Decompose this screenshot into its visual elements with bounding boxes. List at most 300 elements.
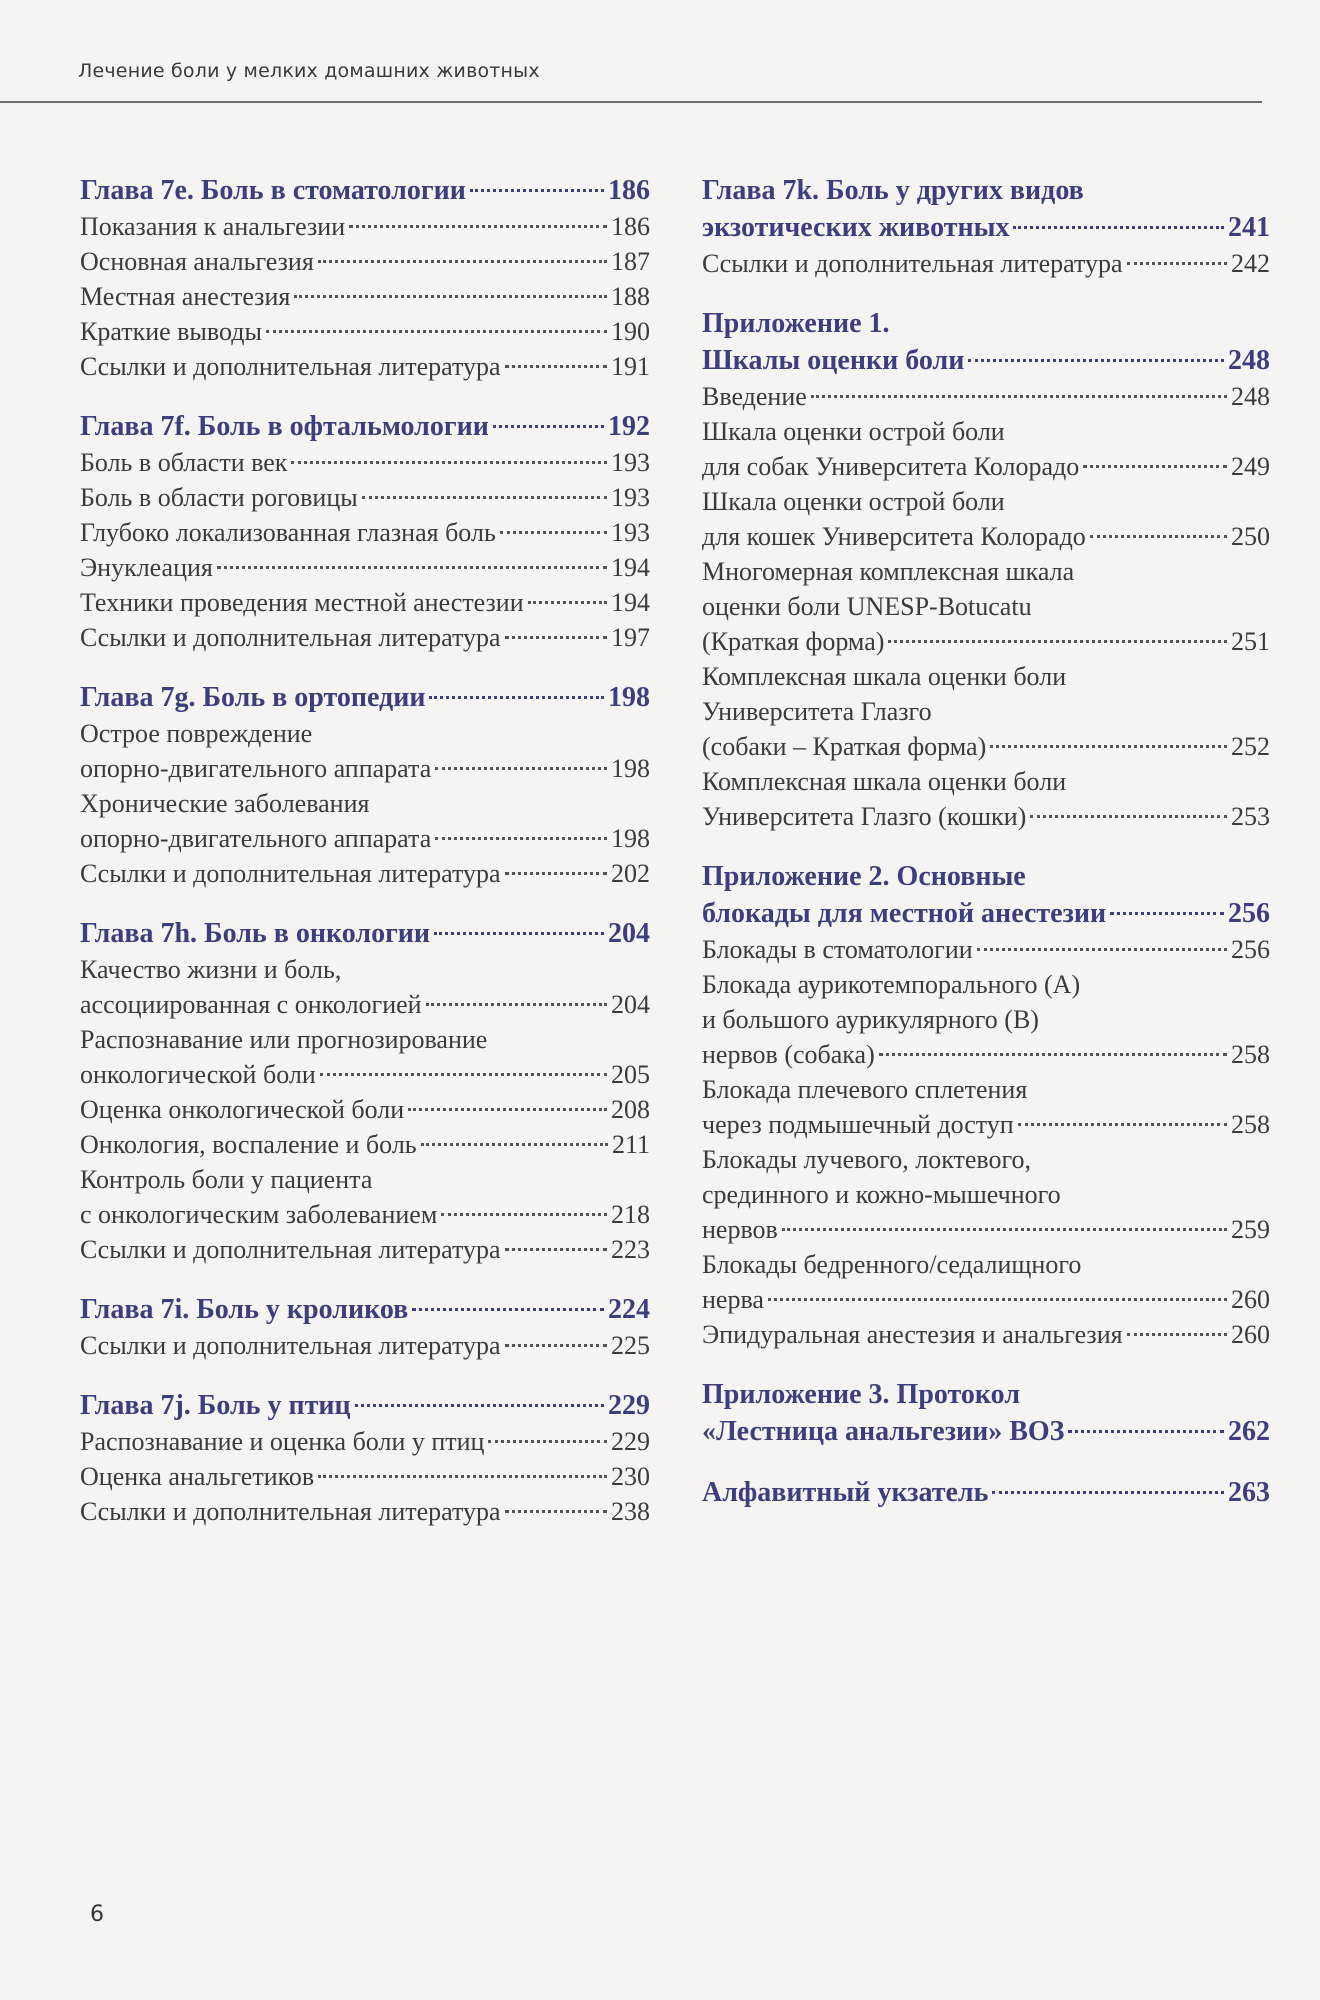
toc-entry-text: Острое повреждение [80,719,313,748]
toc-page-number: 223 [611,1235,650,1264]
toc-section [702,1376,1270,1450]
leader-dots [1018,1123,1227,1126]
toc-entry-line [80,1022,650,1057]
toc-entry [702,1072,1270,1142]
page-number: 6 [90,1902,104,1927]
toc-heading-text: Шкалы оценки боли [702,345,965,376]
toc-entry-line [80,314,650,349]
toc-entry-text: Распознавание и оценка боли у птиц [80,1427,485,1456]
toc-entry [702,1247,1270,1317]
leader-dots [528,601,607,604]
toc-section-heading [80,915,650,952]
toc-entry-line [702,1317,1270,1352]
toc-entry-text: срединного и кожно-мышечного [702,1180,1061,1209]
toc-entry-text: Контроль боли у пациента [80,1165,373,1194]
toc-entry-text: Блокада аурикотемпорального (A) [702,970,1081,999]
toc-page-number: 229 [611,1427,650,1456]
toc-entry-line [80,550,650,585]
toc-entry-line [702,1107,1270,1142]
toc-page-number: 262 [1228,1416,1270,1447]
toc-entry [80,349,650,384]
toc-entry-line [80,786,650,821]
header-rule [0,101,1262,103]
toc-entry-text: (собаки – Краткая форма) [702,732,987,761]
toc-page-number: 192 [608,411,650,442]
toc-entry [702,1317,1270,1352]
toc-entry-line [80,1197,650,1232]
toc-page-number: 242 [1231,249,1270,278]
toc-heading-line [80,408,650,445]
toc-section-heading [702,172,1270,246]
toc-entry-line [80,515,650,550]
leader-dots [1083,465,1227,468]
leader-dots [505,872,607,875]
toc-entry-line [80,856,650,891]
toc-section [80,1291,650,1363]
toc-section [80,172,650,384]
toc-page-number: 194 [611,553,650,582]
toc-entry-text: Показания к анальгезии [80,212,346,241]
toc-page-number: 191 [611,352,650,381]
toc-entry [80,244,650,279]
toc-heading-line [80,915,650,952]
toc-heading-line [80,172,650,209]
toc-entry [80,314,650,349]
toc-section [702,858,1270,1352]
toc-entry-line [80,1328,650,1363]
leader-dots [1110,912,1224,915]
leader-dots [426,1003,607,1006]
leader-dots [434,932,604,935]
leader-dots [435,767,607,770]
toc-entry-text: Ссылки и дополнительная литература [80,1331,501,1360]
toc-entry-text: с онкологическим заболеванием [80,1200,438,1229]
toc-section-heading [702,1474,1270,1511]
leader-dots [1127,262,1227,265]
toc-entry [80,1162,650,1232]
toc-section-heading [702,858,1270,932]
toc-heading-line [702,342,1270,379]
toc-page-number: 251 [1231,627,1270,656]
toc-right-column [702,172,1270,1535]
leader-dots [217,566,607,569]
leader-dots [429,696,604,699]
toc-entry-text: Энуклеация [80,553,213,582]
toc-entry-text: нервов (собака) [702,1040,875,1069]
toc-section [702,305,1270,834]
toc-page-number: 250 [1231,522,1270,551]
leader-dots [470,189,604,192]
toc-page-number: 256 [1231,935,1270,964]
toc-entry-line [80,952,650,987]
toc-entry-text: Многомерная комплексная шкала [702,557,1075,586]
toc-entry [80,279,650,314]
toc-section [702,1474,1270,1511]
toc-page-number: 198 [611,824,650,853]
toc-page-number: 260 [1231,1320,1270,1349]
toc-section-heading [80,679,650,716]
toc-page-number: 205 [611,1060,650,1089]
toc-entry [80,515,650,550]
toc-page-number: 187 [611,247,650,276]
toc-entry-line [80,751,650,786]
toc-page-number: 204 [611,990,650,1019]
toc-entry-line [80,349,650,384]
toc-entry-line [80,445,650,480]
toc-entry-line [702,659,1270,694]
toc-section [80,1387,650,1529]
leader-dots [318,1475,607,1478]
toc-entry [80,585,650,620]
leader-dots [320,1073,607,1076]
toc-page-number: 193 [611,518,650,547]
toc-page-number: 202 [611,859,650,888]
toc-entry-text: Местная анестезия [80,282,291,311]
toc-entry [80,480,650,515]
toc-entry-text: Блокады лучевого, локтевого, [702,1145,1032,1174]
toc-entry-line [80,1494,650,1529]
toc-page-number: 256 [1228,898,1270,929]
toc-page-number: 253 [1231,802,1270,831]
leader-dots [811,395,1227,398]
toc-section-heading [80,172,650,209]
toc-section-heading [702,1376,1270,1450]
toc-entry-line [80,244,650,279]
leader-dots [488,1440,607,1443]
toc-entry-text: ассоциированная с онкологией [80,990,422,1019]
toc-entry-line [80,1162,650,1197]
toc-entry-text: Ссылки и дополнительная литература [80,623,501,652]
leader-dots [266,330,607,333]
toc-entry-text: Эпидуральная анестезия и анальгезия [702,1320,1123,1349]
toc-entry [702,659,1270,764]
leader-dots [505,1248,607,1251]
toc-heading-text: Приложение 2. Основные [702,861,1026,892]
toc-entry-line [702,519,1270,554]
toc-entry-line [80,1057,650,1092]
toc-entry [80,856,650,891]
toc-entry-line [80,585,650,620]
toc-page-number: 248 [1231,382,1270,411]
toc-entry [702,484,1270,554]
toc-page-number: 258 [1231,1040,1270,1069]
toc-entry-line [702,1177,1270,1212]
toc-entry-text: Комплексная шкала оценки боли [702,662,1067,691]
toc-entry-text: Ссылки и дополнительная литература [80,1235,501,1264]
toc-page-number: 208 [611,1095,650,1124]
toc-entry [702,379,1270,414]
toc-entry-line [702,694,1270,729]
toc-entry-text: Качество жизни и боль, [80,955,342,984]
toc-page-number: 238 [611,1497,650,1526]
toc-entry [80,550,650,585]
toc-page-number: 252 [1231,732,1270,761]
toc-heading-text: Глава 7i. Боль у кроликов [80,1294,409,1325]
toc-page-number: 225 [611,1331,650,1360]
toc-section-heading [80,1387,650,1424]
toc-page-number: 248 [1228,345,1270,376]
toc-heading-line [702,209,1270,246]
toc-entry-line [80,480,650,515]
toc-entry-text: Шкала оценки острой боли [702,487,1005,516]
toc-section-heading [80,1291,650,1328]
toc-heading-text: Глава 7h. Боль в онкологии [80,918,431,949]
toc-heading-text: Приложение 3. Протокол [702,1379,1021,1410]
toc-entry-line [702,1002,1270,1037]
toc-entry [80,1232,650,1267]
toc-entry-line [80,1127,650,1162]
toc-page-number: 218 [611,1200,650,1229]
running-head: Лечение боли у мелких домашних животных [78,60,540,82]
leader-dots [782,1228,1227,1231]
toc-entry-text: Комплексная шкала оценки боли [702,767,1067,796]
toc-heading-text: Глава 7f. Боль в офтальмологии [80,411,489,442]
toc-entry-line [702,1247,1270,1282]
leader-dots [977,948,1227,951]
toc-entry-text: Университета Глазго [702,697,932,726]
leader-dots [879,1053,1227,1056]
toc-page-number: 224 [608,1294,650,1325]
toc-section-heading [80,408,650,445]
toc-entry-text: Введение [702,382,807,411]
toc-section [80,679,650,891]
toc-entry-text: Шкала оценки острой боли [702,417,1005,446]
toc-heading-text: Алфавитный укзатель [702,1477,989,1508]
toc-entry-line [80,1092,650,1127]
toc-entry-line [702,932,1270,967]
toc-entry-text: Техники проведения местной анестезии [80,588,524,617]
toc-entry-line [80,716,650,751]
toc-entry [80,1127,650,1162]
toc-entry-line [702,1282,1270,1317]
toc-heading-line [80,1291,650,1328]
toc-page-number: 193 [611,448,650,477]
leader-dots [291,461,607,464]
toc-entry [702,1142,1270,1247]
toc-entry [702,932,1270,967]
toc-entry [80,716,650,786]
toc-entry [80,620,650,655]
toc-section [702,172,1270,281]
toc-entry-line [702,1037,1270,1072]
toc-heading-line [80,679,650,716]
toc-entry-line [702,1142,1270,1177]
toc-entry-text: для собак Университета Колорадо [702,452,1080,481]
toc-page-number: 190 [611,317,650,346]
leader-dots [505,1510,607,1513]
toc-entry-line [702,729,1270,764]
leader-dots [1068,1430,1224,1433]
toc-entry-text: (Краткая форма) [702,627,885,656]
toc-page-number: 211 [611,1130,650,1159]
toc-page-number: 186 [608,175,650,206]
toc-entry-line [702,246,1270,281]
toc-entry-text: Оценка онкологической боли [80,1095,405,1124]
toc-section-heading [702,305,1270,379]
toc-heading-line [702,172,1270,209]
leader-dots [968,359,1224,362]
toc-heading-line [702,895,1270,932]
toc-entry [702,764,1270,834]
toc-page-number: 197 [611,623,650,652]
toc-heading-line [702,1413,1270,1450]
toc-heading-text: Глава 7j. Боль у птиц [80,1390,351,1421]
toc-entry-text: Глубоко локализованная глазная боль [80,518,496,547]
toc-heading-text: Глава 7g. Боль в ортопедии [80,682,426,713]
leader-dots [888,640,1227,643]
leader-dots [990,745,1227,748]
toc-entry-text: Хронические заболевания [80,789,370,818]
toc-heading-text: Глава 7k. Боль у других видов [702,175,1084,206]
toc-entry [80,786,650,856]
leader-dots [1013,226,1224,229]
toc-heading-line [702,305,1270,342]
toc-entry [80,1494,650,1529]
toc-heading-text: «Лестница анальгезии» ВОЗ [702,1416,1065,1447]
toc-entry [80,1424,650,1459]
toc-entry-line [702,799,1270,834]
toc-entry [80,1092,650,1127]
toc-entry-line [80,1232,650,1267]
toc-entry-text: Оценка анальгетиков [80,1462,315,1491]
toc-entry-text: Боль в области роговицы [80,483,358,512]
toc-entry-text: Ссылки и дополнительная литература [702,249,1123,278]
toc-entry [702,414,1270,484]
toc-entry-line [702,414,1270,449]
leader-dots [1090,535,1227,538]
leader-dots [505,1344,607,1347]
toc-entry-text: опорно-двигательного аппарата [80,824,432,853]
toc-entry-line [80,1424,650,1459]
leader-dots [355,1404,604,1407]
toc-page-number: 204 [608,918,650,949]
toc-entry [702,967,1270,1072]
toc-heading-line [702,1376,1270,1413]
toc-heading-text: Приложение 1. [702,308,890,339]
toc-entry-text: Распознавание или прогнозирование [80,1025,488,1054]
toc-page-number: 263 [1228,1477,1270,1508]
toc-entry-line [702,764,1270,799]
toc-entry [702,246,1270,281]
leader-dots [318,260,607,263]
toc-page-number: 194 [611,588,650,617]
toc-entry-text: Блокады в стоматологии [702,935,973,964]
toc-heading-text: экзотических животных [702,212,1010,243]
toc-page-number: 241 [1228,212,1270,243]
toc-entry [80,445,650,480]
toc-entry-text: Краткие выводы [80,317,262,346]
toc-page-number: 193 [611,483,650,512]
toc-entry-line [702,624,1270,659]
leader-dots [992,1491,1224,1494]
leader-dots [441,1213,607,1216]
toc-entry-line [702,554,1270,589]
toc-entry-text: Блокады бедренного/седалищного [702,1250,1082,1279]
toc-page-number: 198 [608,682,650,713]
leader-dots [505,636,607,639]
toc-page-number: 230 [611,1462,650,1491]
toc-section [80,408,650,655]
toc-entry-text: для кошек Университета Колорадо [702,522,1086,551]
toc-page-number: 198 [611,754,650,783]
toc-page-number: 249 [1231,452,1270,481]
toc-entry-text: Ссылки и дополнительная литература [80,1497,501,1526]
toc-page-number: 258 [1231,1110,1270,1139]
toc-entry-text: Ссылки и дополнительная литература [80,352,501,381]
leader-dots [408,1108,607,1111]
leader-dots [349,225,607,228]
toc-heading-line [702,858,1270,895]
leader-dots [294,295,607,298]
toc-entry-line [702,589,1270,624]
leader-dots [435,837,607,840]
toc-entry [702,554,1270,659]
toc-entry-text: Университета Глазго (кошки) [702,802,1027,831]
toc-entry-line [80,620,650,655]
toc-page-number: 260 [1231,1285,1270,1314]
toc-entry-text: Онкология, воспаление и боль [80,1130,417,1159]
leader-dots [1030,815,1227,818]
toc-entry-line [702,379,1270,414]
toc-entry-line [702,1212,1270,1247]
toc-entry-line [80,987,650,1022]
leader-dots [362,496,607,499]
toc-entry-text: нерва [702,1285,764,1314]
leader-dots [493,425,604,428]
toc-entry-text: Блокада плечевого сплетения [702,1075,1028,1104]
toc-entry-line [702,449,1270,484]
toc-page-number: 188 [611,282,650,311]
toc-heading-text: Глава 7e. Боль в стоматологии [80,175,466,206]
toc-entry-line [702,1072,1270,1107]
toc-section [80,915,650,1267]
toc-entry-text: через подмышечный доступ [702,1110,1014,1139]
toc-entry-text: и большого аурикулярного (B) [702,1005,1039,1034]
leader-dots [421,1143,608,1146]
toc-entry-line [702,967,1270,1002]
toc-entry [80,1328,650,1363]
toc-entry-text: Основная анальгезия [80,247,314,276]
toc-entry [80,209,650,244]
toc-heading-line [80,1387,650,1424]
toc-entry-line [702,484,1270,519]
leader-dots [1127,1333,1227,1336]
toc-heading-line [702,1474,1270,1511]
toc-entry-line [80,821,650,856]
toc-entry-text: Ссылки и дополнительная литература [80,859,501,888]
leader-dots [412,1308,604,1311]
toc-entry-text: нервов [702,1215,778,1244]
toc-entry-text: опорно-двигательного аппарата [80,754,432,783]
toc-entry-text: Боль в области век [80,448,288,477]
toc-entry [80,952,650,1022]
toc-page-number: 186 [611,212,650,241]
toc-entry-text: оценки боли UNESP-Botucatu [702,592,1032,621]
leader-dots [768,1298,1227,1301]
toc-entry-line [80,279,650,314]
toc-entry-text: онкологической боли [80,1060,316,1089]
toc-left-column [80,172,650,1553]
toc-entry [80,1022,650,1092]
toc-entry-line [80,209,650,244]
toc-page-number: 259 [1231,1215,1270,1244]
leader-dots [500,531,607,534]
leader-dots [505,365,607,368]
toc-heading-text: блокады для местной анестезии [702,898,1107,929]
toc-page-number: 229 [608,1390,650,1421]
toc-entry-line [80,1459,650,1494]
toc-entry [80,1459,650,1494]
